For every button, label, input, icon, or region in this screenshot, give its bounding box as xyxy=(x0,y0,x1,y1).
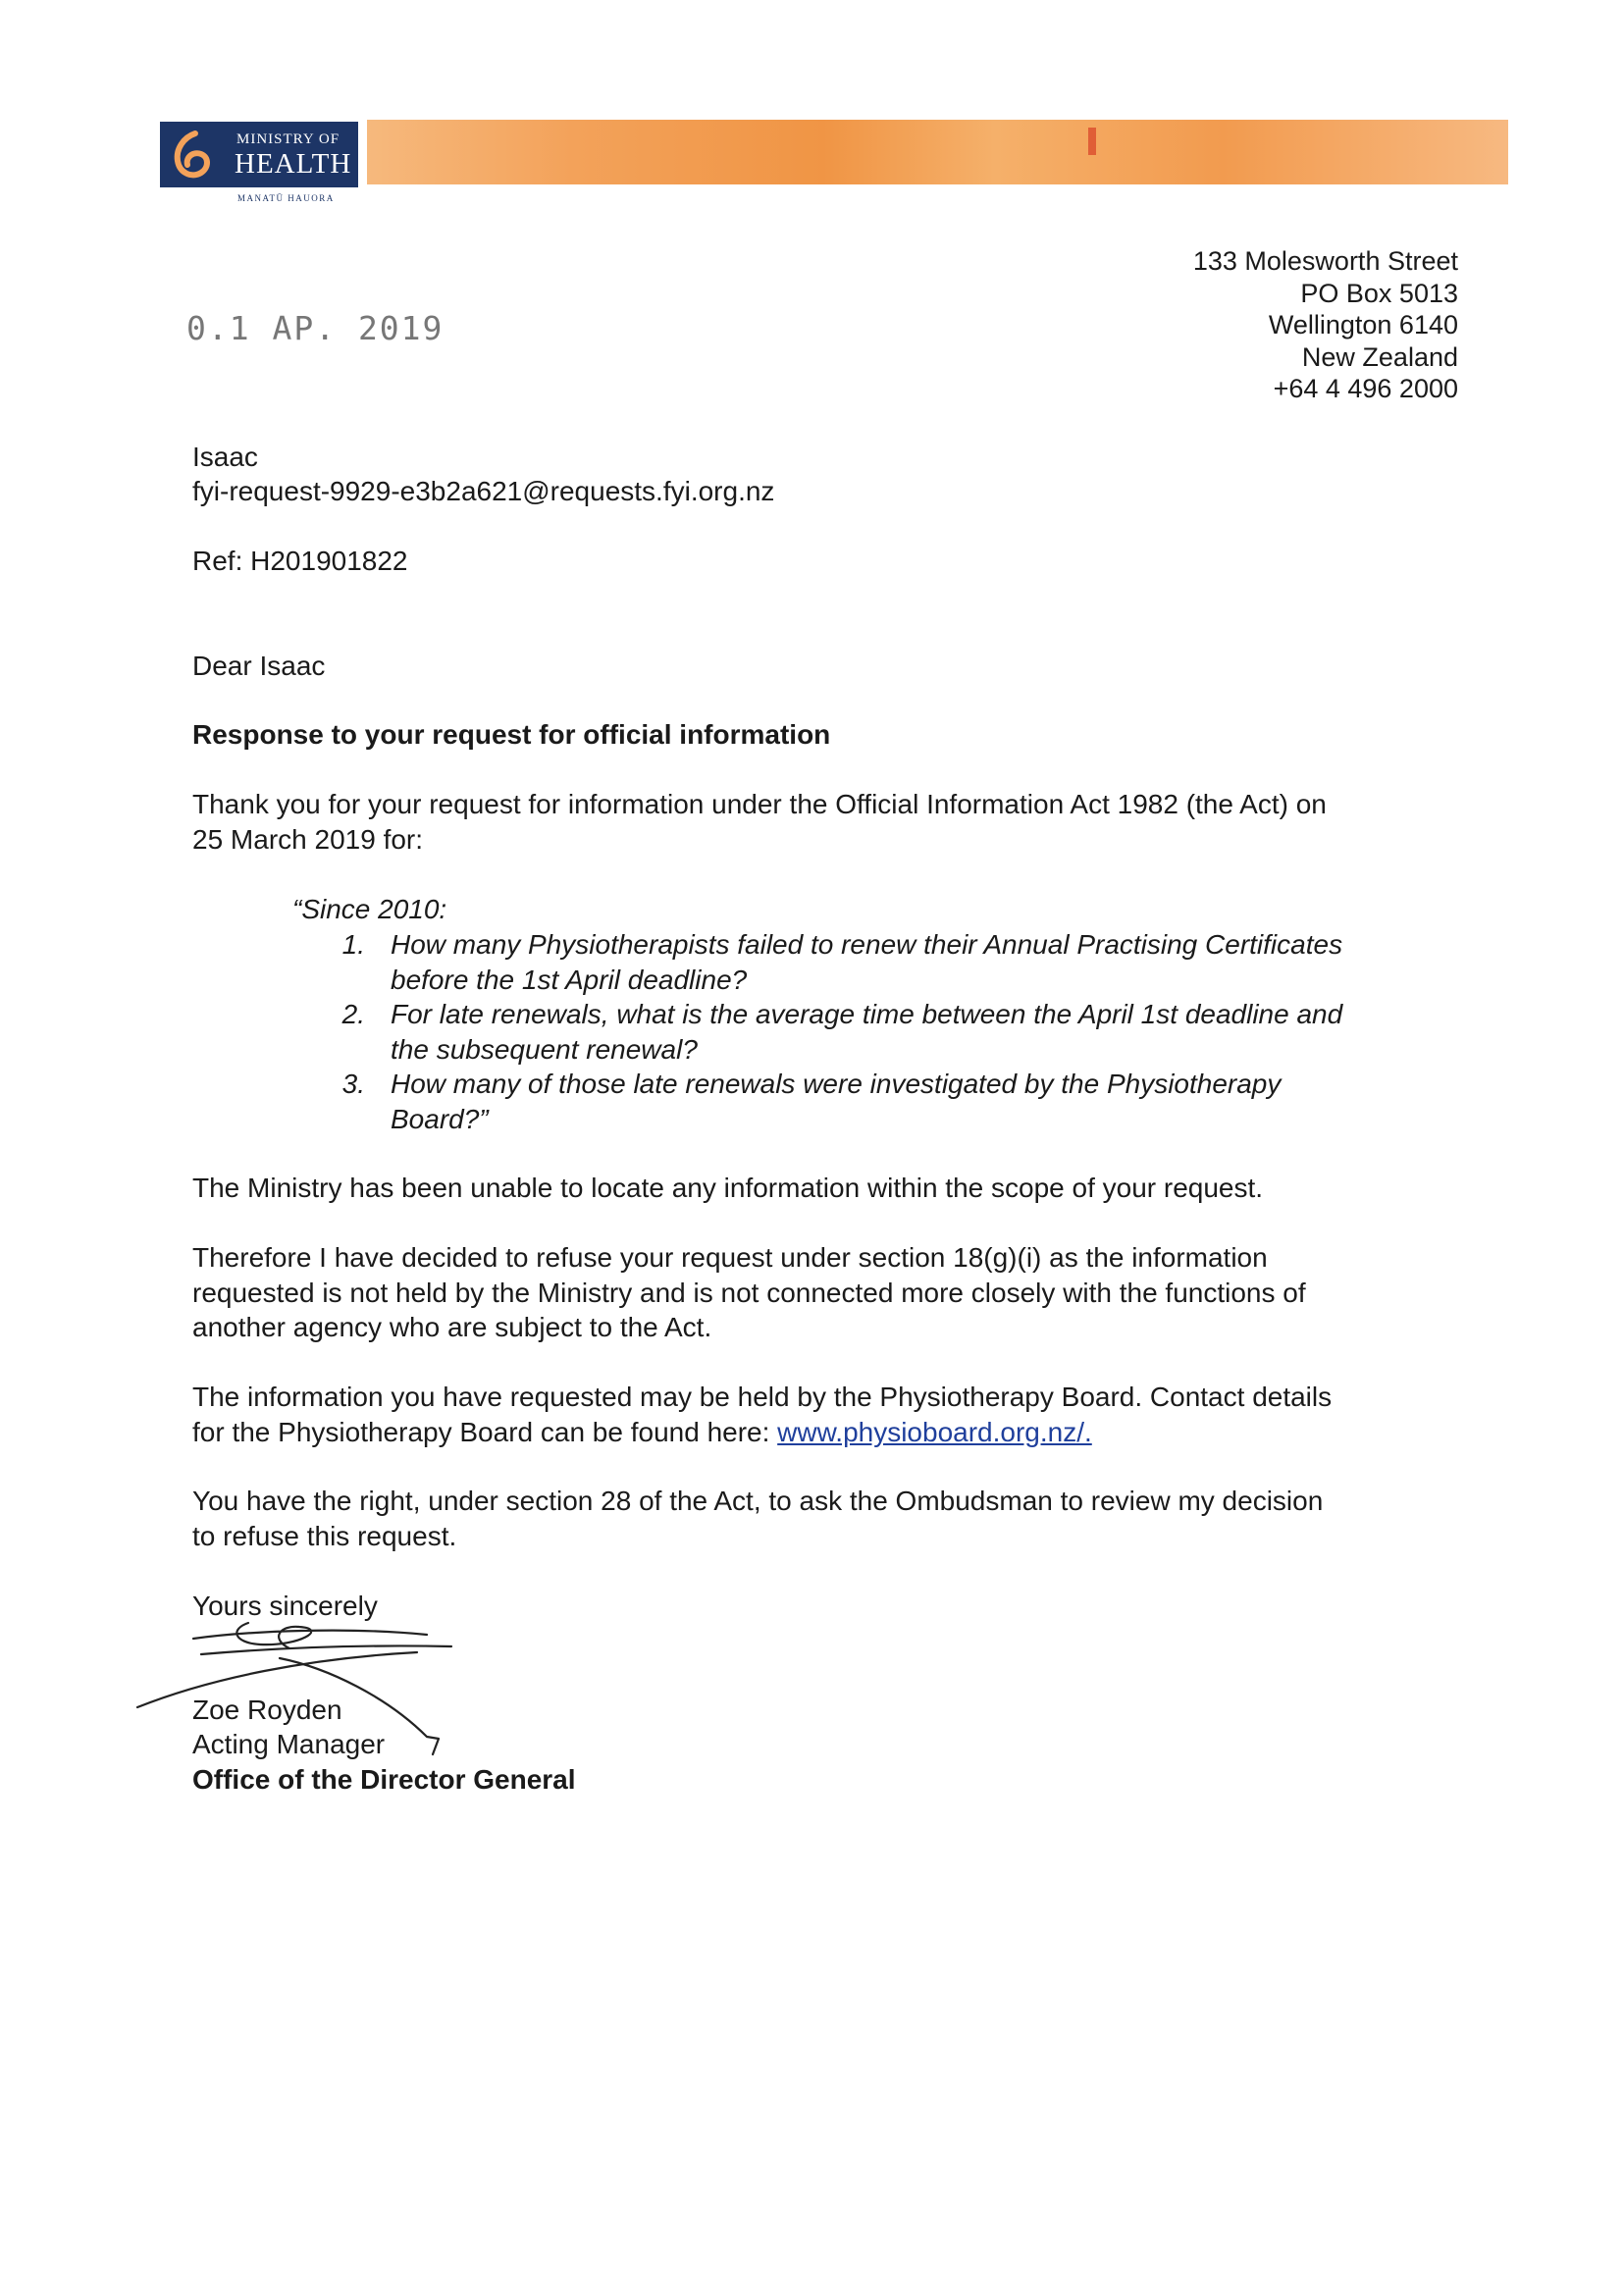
reference-number: Ref: H201901822 xyxy=(192,546,408,576)
para-refuse-line-3: another agency who are subject to the Act. xyxy=(192,1312,712,1342)
quote-item-number: 2. xyxy=(341,999,365,1029)
para-board-line-2 xyxy=(192,1415,1468,1450)
header-banner xyxy=(367,120,1508,184)
quote-item-text: before the 1st April deadline? xyxy=(391,965,748,995)
quote-item-text: Board?” xyxy=(391,1104,489,1134)
para-right-line-1: You have the right, under section 28 of the Act, to ask the Ombudsman to review my decision xyxy=(192,1486,1324,1516)
signatory-name: Zoe Royden xyxy=(192,1695,342,1725)
closing: Yours sincerely xyxy=(192,1591,378,1621)
para-refuse-line-1: Therefore I have decided to refuse your request under section 18(g)(i) as the information xyxy=(192,1242,1268,1273)
address-po-box: PO Box 5013 xyxy=(1300,278,1458,308)
ministry-address xyxy=(1079,245,1458,405)
logo-subtitle: MANATŪ HAUORA xyxy=(237,193,335,203)
salutation: Dear Isaac xyxy=(192,651,326,681)
banner-streak xyxy=(1088,128,1096,155)
para-board-prefix: for the Physiotherapy Board can be found here: xyxy=(192,1417,778,1447)
quote-item-text: How many Physiotherapists failed to renew their Annual Practising Certificates xyxy=(391,929,1343,960)
para-board-line-1: The information you have requested may be held by the Physiotherapy Board. Contact details xyxy=(192,1382,1333,1412)
address-street: 133 Molesworth Street xyxy=(1192,246,1458,276)
quote-item-number: 3. xyxy=(341,1069,365,1099)
ministry-logo xyxy=(160,122,358,187)
logo-text-ministry: MINISTRY OF xyxy=(236,131,340,147)
quote-item-text: For late renewals, what is the average time between the April 1st deadline and xyxy=(391,999,1343,1029)
logo-text-health: HEALTH xyxy=(235,148,352,180)
quote-item-text: the subsequent renewal? xyxy=(391,1034,698,1065)
address-city: Wellington 6140 xyxy=(1268,310,1458,339)
recipient-email: fyi-request-9929-e3b2a621@requests.fyi.org.nz xyxy=(192,476,775,506)
intro-line-2: 25 March 2019 for: xyxy=(192,824,424,855)
signatory-office: Office of the Director General xyxy=(192,1764,576,1795)
address-country: New Zealand xyxy=(1301,341,1458,372)
physioboard-link[interactable]: www.physioboard.org.nz/. xyxy=(777,1417,1092,1447)
para-unable: The Ministry has been unable to locate any information within the scope of your request. xyxy=(192,1173,1264,1203)
intro-line-1: Thank you for your request for information under the Official Information Act 1982 (the Act) on xyxy=(192,789,1327,819)
date-stamp: 0.1 AP. 2019 xyxy=(186,309,445,347)
letter-subject: Response to your request for official information xyxy=(192,719,831,750)
logo-mark-icon xyxy=(166,128,221,183)
recipient-name: Isaac xyxy=(192,442,258,472)
quote-item-number: 1. xyxy=(341,929,365,960)
quote-lead: “Since 2010: xyxy=(292,894,447,924)
para-right-line-2: to refuse this request. xyxy=(192,1521,457,1551)
para-refuse-line-2: requested is not held by the Ministry and is not connected more closely with the functions of xyxy=(192,1278,1306,1308)
signatory-title: Acting Manager xyxy=(192,1729,386,1759)
address-phone: +64 4 496 2000 xyxy=(1273,374,1458,403)
quote-item-text: How many of those late renewals were investigated by the Physiotherapy xyxy=(391,1069,1282,1099)
